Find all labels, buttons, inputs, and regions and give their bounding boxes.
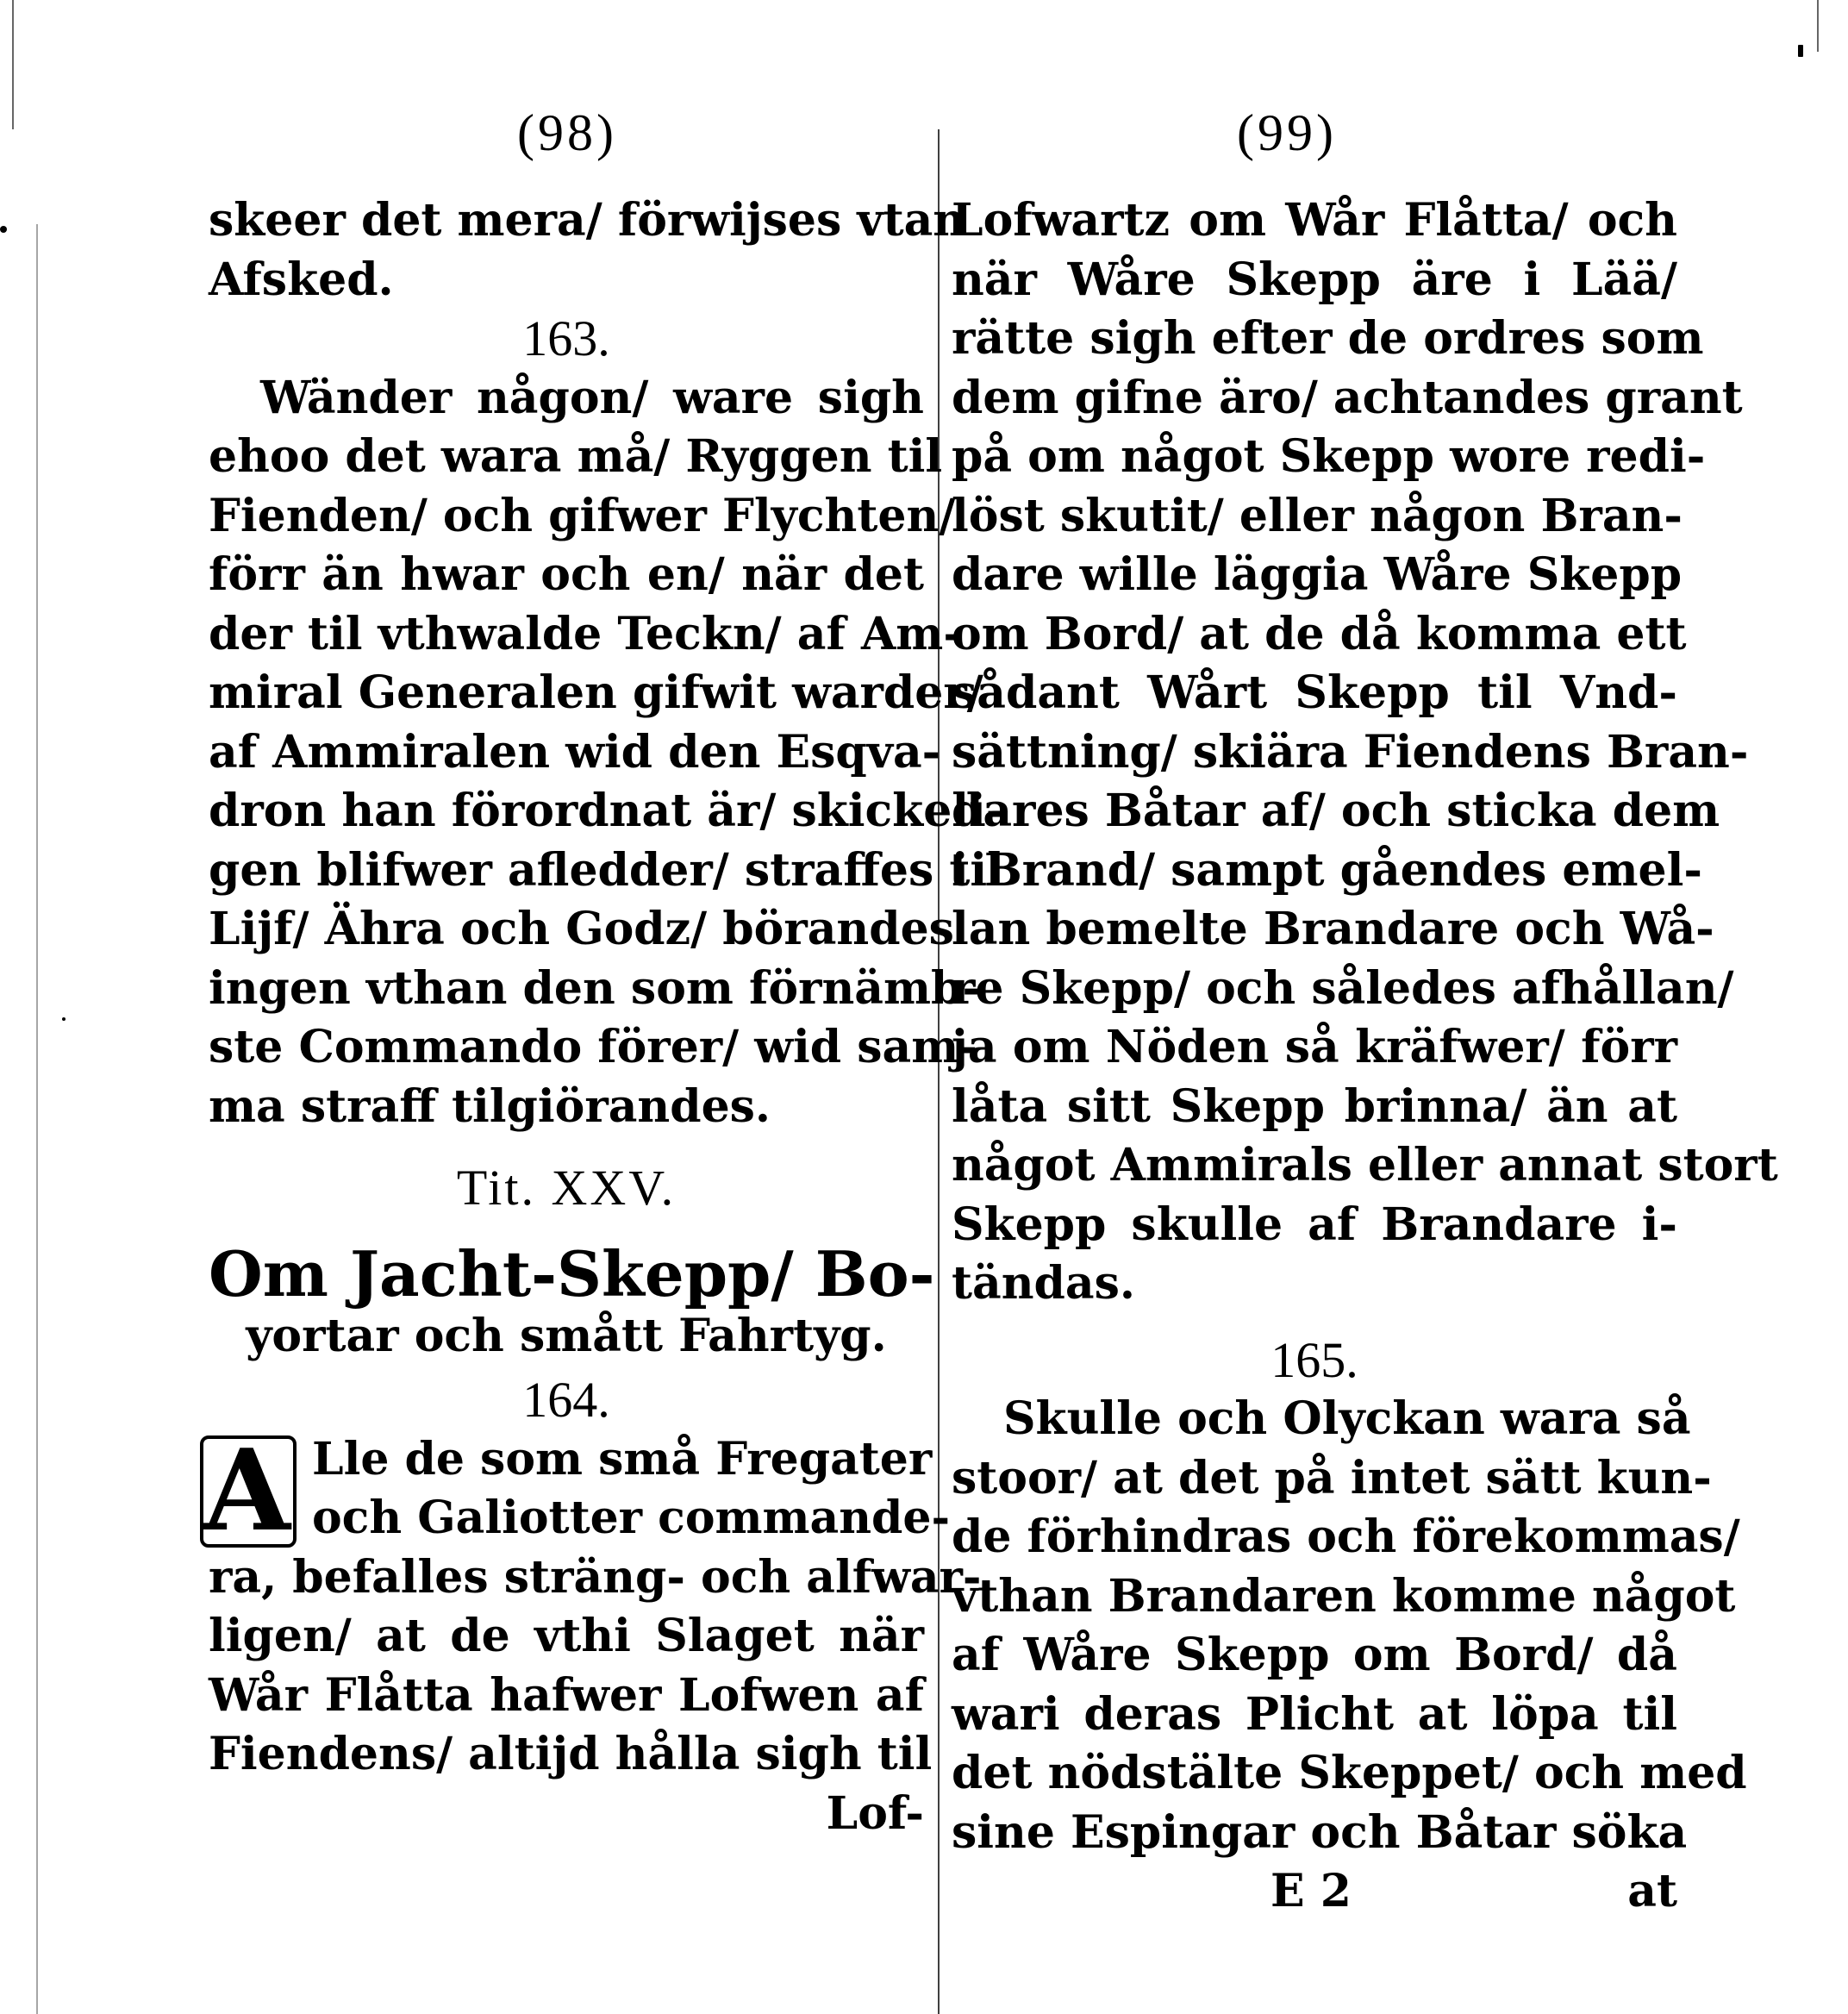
- text-line: ja om Nöden så kräfwer/ förr: [952, 1021, 1677, 1073]
- text-line: låta sitt Skepp brinna/ än at: [952, 1079, 1677, 1133]
- text-line: de förhindras och förekommas/: [952, 1510, 1740, 1563]
- text-line: tändas.: [952, 1257, 1135, 1310]
- text-line: af Wåre Skepp om Bord/ då: [952, 1629, 1677, 1681]
- page-number: (98): [517, 104, 617, 161]
- text-line: stoor/ at det på intet sätt kun-: [952, 1451, 1712, 1504]
- text-line-content: Lle de som små Fregater: [312, 1432, 933, 1485]
- text-line: ma straff tilgiörandes.: [209, 1079, 771, 1133]
- text-line: Afsked.: [209, 253, 394, 306]
- text-line: Lijf/ Ähra och Godz/ börandes: [209, 903, 954, 955]
- text-line: wari deras Plicht at löpa til: [952, 1687, 1677, 1741]
- text-line: miral Generalen gifwit warder/: [209, 666, 983, 719]
- text-line: dares Båtar af/ och sticka dem: [952, 785, 1720, 837]
- text-line: ligen/ at de vthi Slaget när: [209, 1610, 924, 1662]
- signature-mark: E 2: [1270, 1865, 1352, 1917]
- text-line: något Ammirals eller annat stort: [952, 1139, 1778, 1192]
- text-line: sättning/ skiära Fiendens Bran-: [952, 725, 1749, 779]
- text-line: sine Espingar och Båtar söka: [952, 1805, 1688, 1859]
- text-line: der til vthwalde Teckn/ af Am-: [209, 607, 962, 660]
- footer-row: [952, 1862, 1677, 1922]
- text-line: skeer det mera/ förwijses vtan: [209, 194, 966, 247]
- title-heading-continued: yortar och smått Fahrtyg.: [246, 1310, 887, 1362]
- section-number: 164.: [522, 1372, 610, 1428]
- text-line: Skepp skulle af Brandare i-: [952, 1198, 1677, 1251]
- text-line: när Wåre Skepp äre i Lää/: [952, 253, 1677, 306]
- text-line: ehoo det wara må/ Ryggen til: [209, 430, 943, 483]
- text-line: dare wille läggia Wåre Skepp: [952, 548, 1683, 601]
- page-number: (99): [1237, 104, 1337, 161]
- text-line: det nödstälte Skeppet/ och med: [952, 1747, 1747, 1799]
- text-line: dron han förordnat är/ skickeli-: [209, 785, 1005, 837]
- text-line: Skulle och Olyckan wara så: [1003, 1392, 1691, 1445]
- right-page: [940, 0, 1848, 2014]
- text-line: Fiendens/ altijd hålla sigh til: [209, 1728, 933, 1780]
- catchword: at: [1627, 1865, 1677, 1917]
- text-line: vthan Brandaren komme något: [952, 1569, 1736, 1623]
- text-line: Lofwartz om Wår Flåtta/ och: [952, 194, 1677, 247]
- section-number: 165.: [1270, 1331, 1358, 1388]
- text-line: ingen vthan den som förnämb-: [209, 961, 981, 1015]
- text-line: förr än hwar och en/ när det: [209, 548, 924, 601]
- title-heading: Om Jacht-Skepp/ Bo-: [209, 1237, 935, 1310]
- text-line: [209, 1489, 951, 1548]
- text-line: om Bord/ at de då komma ett: [952, 607, 1687, 660]
- decorative-initial-icon: A: [200, 1435, 297, 1548]
- catchword: Lof-: [826, 1786, 924, 1840]
- text-line: Fienden/ och gifwer Flychten/: [209, 489, 956, 542]
- text-line: Wänder någon/ ware sigh: [260, 371, 924, 424]
- text-line: Wår Flåtta hafwer Lofwen af: [209, 1668, 924, 1722]
- text-line: af Ammiralen wid den Esqva-: [209, 725, 941, 779]
- text-line: lan bemelte Brandare och Wå-: [952, 903, 1714, 955]
- text-column: [952, 191, 1778, 1922]
- text-line: gen blifwer afledder/ straffes til: [209, 843, 1004, 897]
- text-line-content: och Galiotter commande-: [312, 1492, 951, 1544]
- text-line: ra, befalles sträng- och alfwar-: [209, 1550, 982, 1604]
- text-line: dem gifne äro/ achtandes grant: [952, 371, 1743, 424]
- text-line: rätte sigh efter de ordres som: [952, 312, 1704, 365]
- text-line: re Skepp/ och således afhållan/: [952, 961, 1734, 1015]
- text-line: i Brand/ sampt gåendes emel-: [952, 843, 1702, 897]
- section-number: 163.: [522, 310, 610, 366]
- text-line: på om något Skepp wore redi-: [952, 430, 1706, 483]
- text-line: löst skutit/ eller någon Bran-: [952, 489, 1683, 542]
- text-column: [203, 191, 1005, 1843]
- text-line: sådant Wårt Skepp til Vnd-: [952, 666, 1677, 719]
- title-number: Tit. XXV.: [456, 1160, 677, 1216]
- text-line: ste Commando förer/ wid sam-: [209, 1021, 977, 1073]
